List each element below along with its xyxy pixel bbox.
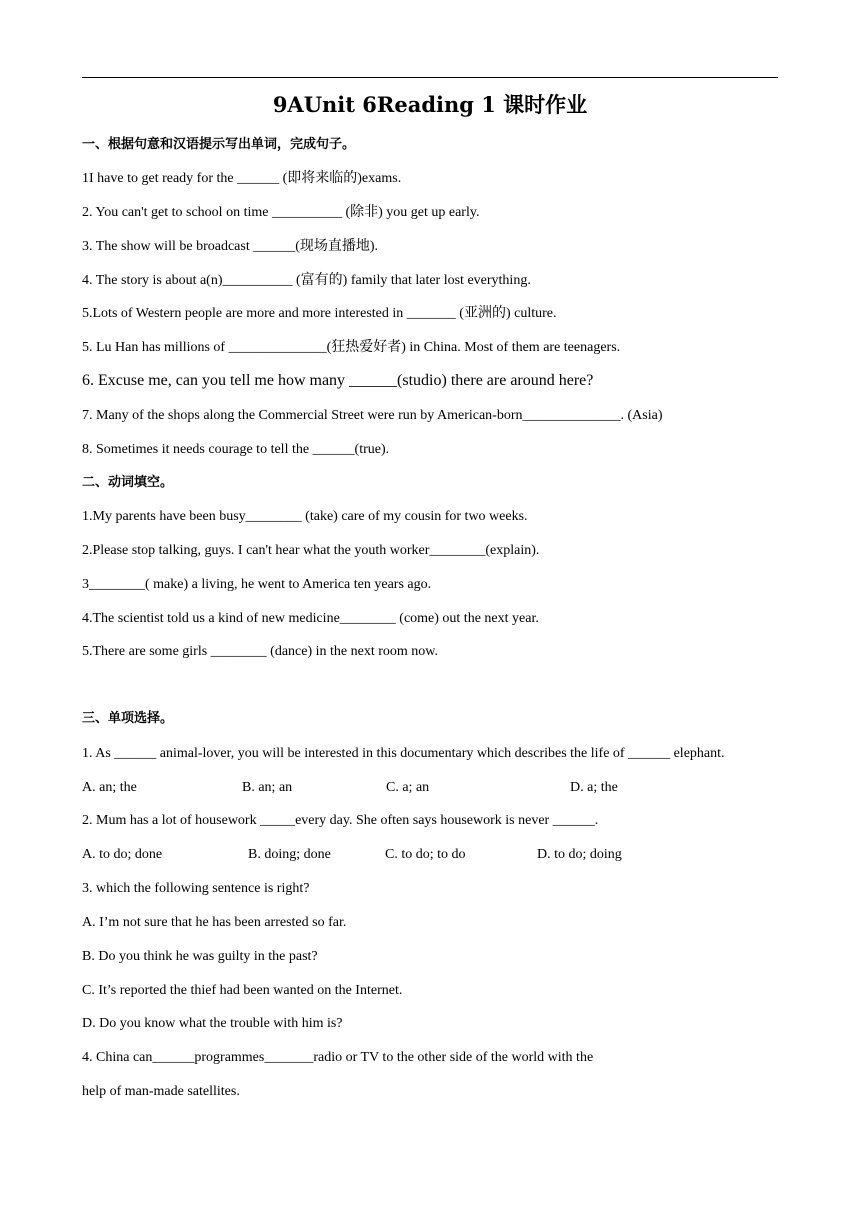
s1-item-5: 5.Lots of Western people are more and more interested in _______ (亚洲的) culture. (82, 306, 557, 321)
s3-q2-option-c: C. to do; to do (385, 847, 466, 862)
s3-q3-option-d: D. Do you know what the trouble with him is? (82, 1016, 343, 1031)
s3-q2-option-d: D. to do; doing (537, 847, 622, 862)
section-3-heading: 三、单项选择。 (82, 711, 174, 726)
s3-q1-option-a: A. an; the (82, 780, 137, 795)
page-title: 9AUnit 6Reading 1 课时作业 (272, 92, 588, 117)
section-2-heading: 二、动词填空。 (82, 475, 174, 490)
s3-q3-text: 3. which the following sentence is right? (82, 881, 310, 896)
s2-item-4: 4.The scientist told us a kind of new medicine________ (come) out the next year. (82, 611, 539, 626)
header-rule (82, 77, 778, 78)
s2-item-3: 3________( make) a living, he went to America ten years ago. (82, 577, 432, 592)
s3-q3-option-b: B. Do you think he was guilty in the past? (82, 949, 318, 964)
s1-item-8: 7. Many of the shops along the Commercial Street were run by American-born______________. (Asia) (82, 408, 663, 423)
s3-q3-option-c: C. It’s reported the thief had been wanted on the Internet. (82, 983, 403, 998)
s1-item-7: 6. Excuse me, can you tell me how many ______(studio) there are around here? (82, 372, 594, 389)
s3-q4-line-2: help of man-made satellites. (82, 1084, 240, 1099)
s3-q1-option-d: D. a; the (570, 780, 618, 795)
section-1-heading: 一、根据句意和汉语提示写出单词，完成句子。 (82, 137, 356, 152)
s1-item-2: 2. You can't get to school on time __________ (除非) you get up early. (82, 205, 480, 220)
s3-q4-line-1: 4. China can______programmes_______radio or TV to the other side of the world with the (82, 1050, 594, 1065)
s2-item-2: 2.Please stop talking, guys. I can't hear what the youth worker________(explain). (82, 543, 540, 558)
s3-q3-option-a: A. I’m not sure that he has been arrested so far. (82, 915, 347, 930)
s2-item-5: 5.There are some girls ________ (dance) in the next room now. (82, 644, 438, 659)
s1-item-1: 1I have to get ready for the ______ (即将来临的)exams. (82, 171, 402, 186)
s1-item-3: 3. The show will be broadcast ______(现场直播地). (82, 239, 379, 254)
s3-q1-text: 1. As ______ animal-lover, you will be interested in this documentary which describes the life of ______ elephant. (82, 746, 725, 761)
s3-q2-option-b: B. doing; done (248, 847, 331, 862)
s1-item-6: 5. Lu Han has millions of ______________(狂热爱好者) in China. Most of them are teenagers. (82, 340, 621, 355)
s1-item-9: 8. Sometimes it needs courage to tell the ______(true). (82, 442, 390, 457)
s3-q2-option-a: A. to do; done (82, 847, 163, 862)
s1-item-4: 4. The story is about a(n)__________ (富有的) family that later lost everything. (82, 273, 531, 288)
s3-q2-text: 2. Mum has a lot of housework _____every day. She often says housework is never ______. (82, 813, 599, 828)
s3-q1-option-b: B. an; an (242, 780, 293, 795)
s2-item-1: 1.My parents have been busy________ (take) care of my cousin for two weeks. (82, 509, 528, 524)
s3-q1-option-c: C. a; an (386, 780, 430, 795)
